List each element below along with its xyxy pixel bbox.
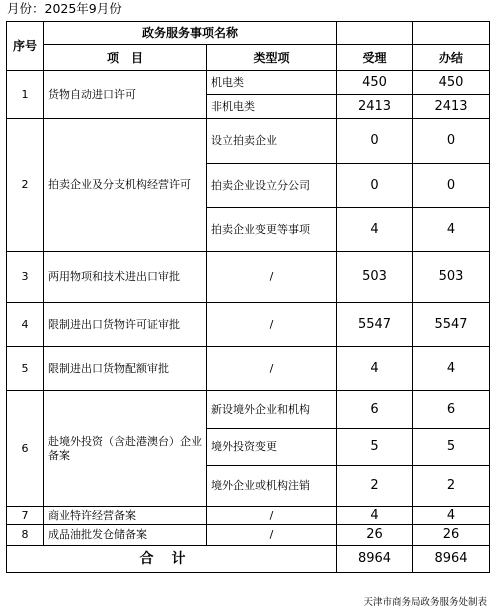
row-done: 5 (413, 429, 490, 466)
row-item: 拍卖企业及分支机构经营许可 (44, 119, 207, 252)
table-row (7, 347, 490, 391)
row-type: 拍卖企业变更等事项 (207, 208, 337, 252)
row-accept: 26 (337, 525, 413, 546)
row-type: 境外企业或机构注销 (207, 466, 337, 507)
row-type: 设立拍卖企业 (207, 119, 337, 164)
header-accept: 受理 (337, 45, 413, 71)
row-seq: 1 (7, 71, 44, 119)
table-row (7, 303, 490, 347)
row-item: 两用物项和技术进出口审批 (44, 252, 207, 303)
row-done: 4 (413, 507, 490, 525)
total-done: 8964 (413, 546, 490, 573)
row-done: 0 (413, 119, 490, 164)
row-type: / (207, 303, 337, 347)
row-item: 成品油批发仓储备案 (44, 525, 207, 546)
row-seq: 2 (7, 119, 44, 252)
row-type: 拍卖企业设立分公司 (207, 164, 337, 208)
header-type: 类型项 (207, 45, 337, 71)
row-item: 赴境外投资（含赴港澳台）企业备案 (44, 391, 207, 507)
table-row (7, 391, 490, 429)
total-label: 合计 (7, 546, 337, 573)
row-item: 限制进出口货物配额审批 (44, 347, 207, 391)
table-row (7, 507, 490, 525)
header-item: 项 目 (44, 45, 207, 71)
header-seq: 序号 (7, 22, 44, 71)
row-done: 5547 (413, 303, 490, 347)
table-row (7, 252, 490, 303)
row-accept: 5547 (337, 303, 413, 347)
row-done: 26 (413, 525, 490, 546)
table-row (7, 71, 490, 95)
row-accept: 6 (337, 391, 413, 429)
government-service-stats-table (6, 21, 490, 573)
row-done: 4 (413, 347, 490, 391)
table-row (7, 119, 490, 164)
report-month-label: 月份：2025年9月份 (7, 1, 122, 16)
row-done: 2413 (413, 95, 490, 119)
row-accept: 503 (337, 252, 413, 303)
row-done: 450 (413, 71, 490, 95)
header-blank-done (413, 22, 490, 45)
row-accept: 2413 (337, 95, 413, 119)
row-done: 4 (413, 208, 490, 252)
total-row (7, 546, 490, 573)
row-type: 非机电类 (207, 95, 337, 119)
row-seq: 4 (7, 303, 44, 347)
row-accept: 5 (337, 429, 413, 466)
header-blank-accept (337, 22, 413, 45)
header-done: 办结 (413, 45, 490, 71)
row-type: 新设境外企业和机构 (207, 391, 337, 429)
total-accept: 8964 (337, 546, 413, 573)
row-done: 6 (413, 391, 490, 429)
row-done: 503 (413, 252, 490, 303)
row-seq: 5 (7, 347, 44, 391)
footer-note: 天津市商务局政务服务处制表 (363, 597, 487, 608)
row-accept: 2 (337, 466, 413, 507)
header-service-name: 政务服务事项名称 (44, 22, 337, 45)
row-seq: 8 (7, 525, 44, 546)
row-seq: 6 (7, 391, 44, 507)
row-accept: 0 (337, 164, 413, 208)
row-type: 境外投资变更 (207, 429, 337, 466)
row-type: / (207, 507, 337, 525)
row-type: / (207, 525, 337, 546)
row-seq: 3 (7, 252, 44, 303)
row-seq: 7 (7, 507, 44, 525)
row-accept: 0 (337, 119, 413, 164)
row-type: / (207, 347, 337, 391)
row-type: 机电类 (207, 71, 337, 95)
row-item: 限制进出口货物许可证审批 (44, 303, 207, 347)
row-accept: 4 (337, 507, 413, 525)
row-done: 2 (413, 466, 490, 507)
row-type: / (207, 252, 337, 303)
row-item: 货物自动进口许可 (44, 71, 207, 119)
row-accept: 4 (337, 347, 413, 391)
row-item: 商业特许经营备案 (44, 507, 207, 525)
row-accept: 4 (337, 208, 413, 252)
table-row (7, 525, 490, 546)
row-done: 0 (413, 164, 490, 208)
row-accept: 450 (337, 71, 413, 95)
